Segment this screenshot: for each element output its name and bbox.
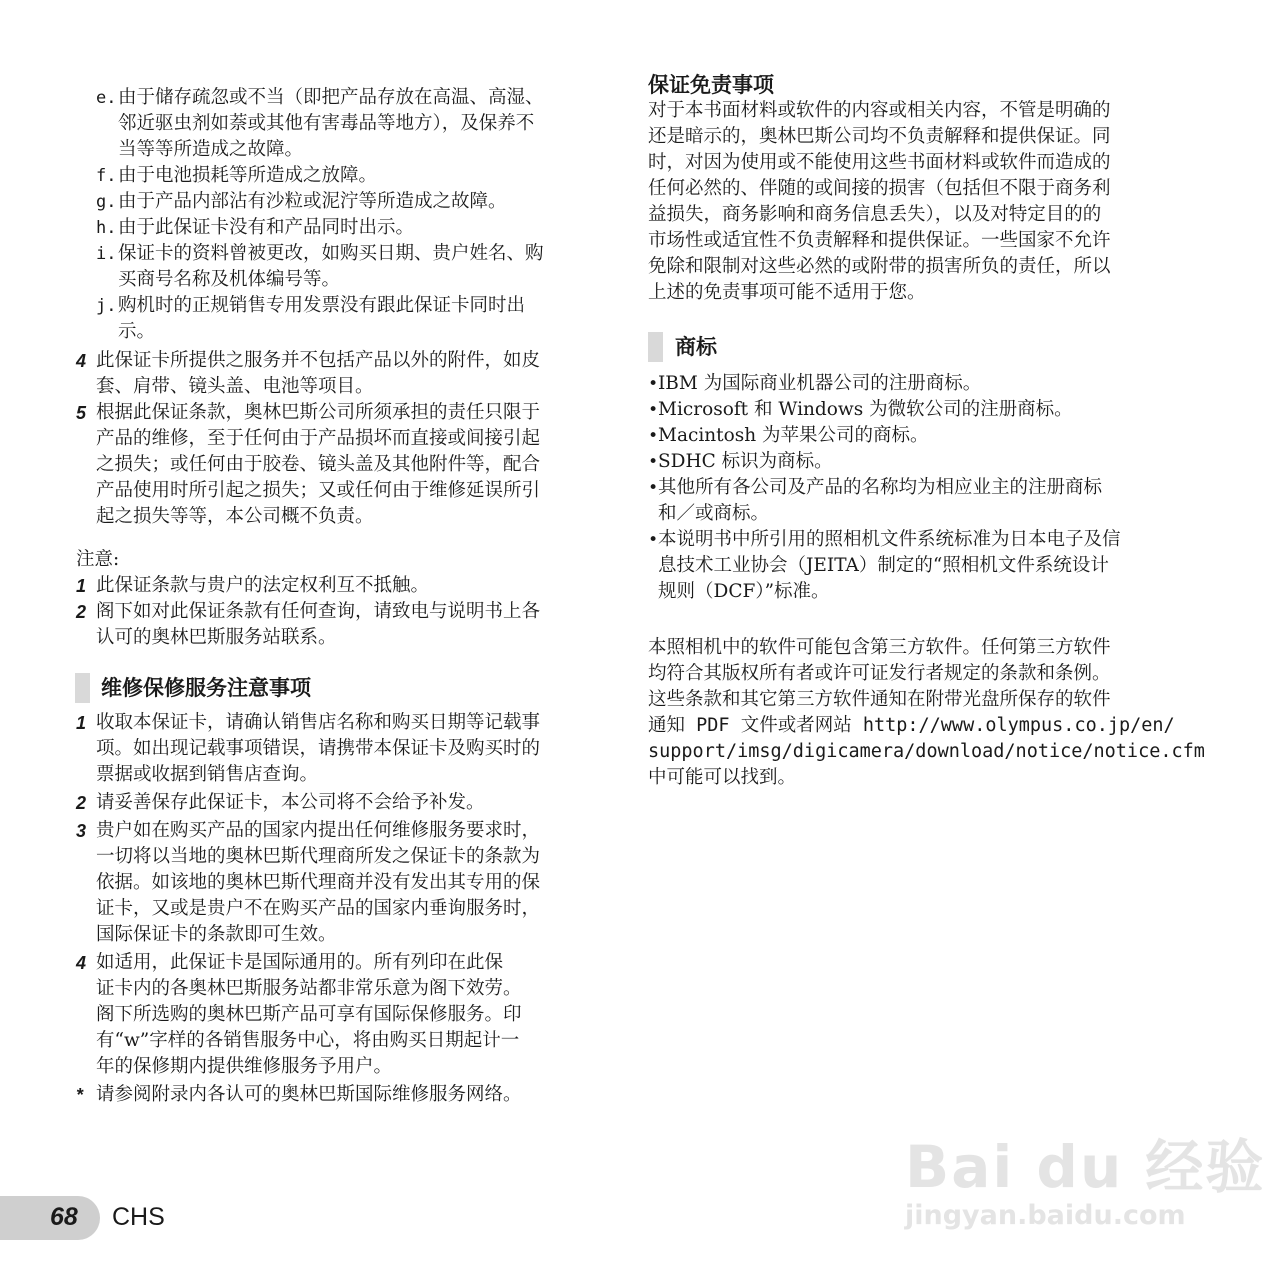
text-line: 均符合其版权所有者或许可证发行者规定的条款和条例。: [648, 663, 1111, 684]
text-line: 请妥善保存此保证卡，本公司将不会给予补发。: [96, 792, 485, 813]
text-line: 产品使用时所引起之损失；又或任何由于维修延误所引: [96, 480, 541, 501]
text-line: 认可的奥林巴斯服务站联系。: [96, 627, 337, 648]
baidu-watermark: [905, 1120, 1265, 1231]
service-heading: 维修保修服务注意事项: [101, 676, 311, 700]
list-marker: •: [648, 400, 659, 420]
text-line: 邻近驱虫剂如萘或其他有害毒品等地方），及保养不: [118, 113, 535, 134]
text-line: 根据此保证条款，奥林巴斯公司所须承担的责任只限于: [96, 402, 541, 423]
text-line: 依据。如该地的奥林巴斯代理商并没有发出其专用的保: [96, 872, 541, 893]
text-line: 由于产品内部沾有沙粒或泥泞等所造成之故障。: [118, 191, 507, 212]
text-line: 由于储存疏忽或不当（即把产品存放在高温、高湿、: [118, 87, 544, 108]
list-marker: •: [648, 374, 659, 394]
list-marker: 5: [76, 403, 87, 423]
text-line: 通知 PDF 文件或者网站 http://www.olympus.co.jp/en/: [648, 715, 1175, 736]
text-line: 购机时的正规销售专用发票没有跟此保证卡同时出: [118, 295, 526, 316]
text-line: 上述的免责事项可能不适用于您。: [648, 282, 926, 303]
text-line: 如适用，此保证卡是国际通用的。所有列印在此保: [96, 952, 504, 973]
text-line: 还是暗示的，奥林巴斯公司均不负责解释和提供保证。同: [648, 126, 1111, 147]
text-line: 市场性或适宜性不负责解释和提供保证。一些国家不允许: [648, 230, 1111, 251]
text-line: 请参阅附录内各认可的奥林巴斯国际维修服务网络。: [96, 1084, 522, 1105]
list-marker: 2: [76, 602, 87, 622]
list-marker: 1: [76, 713, 87, 733]
text-line: 起之损失等等，本公司概不负责。: [96, 506, 374, 527]
text-line: 买商号名称及机体编号等。: [118, 269, 341, 290]
text-line: 国际保证卡的条款即可生效。: [96, 924, 337, 945]
list-marker: 1: [76, 576, 87, 596]
text-line: 由于此保证卡没有和产品同时出示。: [118, 217, 415, 238]
text-line: 这些条款和其它第三方软件通知在附带光盘所保存的软件: [648, 689, 1111, 710]
text-line: 时，对因为使用或不能使用这些书面材料或软件而造成的: [648, 152, 1111, 173]
list-marker: i.: [96, 244, 117, 264]
list-marker: j.: [96, 296, 117, 316]
list-marker: •: [648, 426, 659, 446]
text-line: 证卡，又或是贵户不在购买产品的国家内垂询服务时，: [96, 898, 541, 919]
text-line: 此保证卡所提供之服务并不包括产品以外的附件，如皮: [96, 350, 541, 371]
watermark-logo: Bai du 经验: [905, 1133, 1266, 1201]
text-line: 之损失；或任何由于胶卷、镜头盖及其他附件等，配合: [96, 454, 541, 475]
list-marker: h.: [96, 218, 117, 238]
list-marker: 3: [76, 821, 87, 841]
list-marker: *: [76, 1085, 84, 1105]
text-line: 益损失，商务影响和商务信息丢失），以及对特定目的的: [648, 204, 1102, 225]
text-line: IBM 为国际商业机器公司的注册商标。: [658, 373, 982, 394]
trademark-heading: 商标: [675, 335, 717, 359]
text-line: 本说明书中所引用的照相机文件系统标准为日本电子及信: [658, 529, 1121, 550]
text-line: 由于电池损耗等所造成之放障。: [118, 165, 378, 186]
heading-bar: [75, 673, 90, 703]
text-line: 有“w”字样的各销售服务中心，将由购买日期起计一: [96, 1030, 520, 1051]
text-line: 票据或收据到销售店查询。: [96, 764, 319, 785]
text-line: 一切将以当地的奥林巴斯代理商所发之保证卡的条款为: [96, 846, 541, 867]
list-marker: •: [648, 530, 659, 550]
text-line: SDHC 标识为商标。: [658, 451, 833, 472]
watermark-url: jingyan.baidu.com: [905, 1200, 1186, 1231]
text-line: 阁下如对此保证条款有任何查询，请致电与说明书上各: [96, 601, 541, 622]
text-line: 息技术工业协会（JEITA）制定的“照相机文件系统设计: [658, 555, 1109, 576]
text-line: 免除和限制对这些必然的或附带的损害所负的责任，所以: [648, 256, 1111, 277]
text-line: 年的保修期内提供维修服务予用户。: [96, 1056, 393, 1077]
text-line: 证卡内的各奥林巴斯服务站都非常乐意为阁下效劳。: [96, 978, 522, 999]
text-line: 保证卡的资料曾被更改，如购买日期、贵户姓名、购: [118, 243, 544, 264]
list-marker: •: [648, 478, 659, 498]
text-line: 对于本书面材料或软件的内容或相关内容，不管是明确的: [648, 100, 1111, 121]
text-line: 此保证条款与贵户的法定权利互不抵触。: [96, 575, 430, 596]
text-line: 收取本保证卡，请确认销售店名称和购买日期等记载事: [96, 712, 541, 733]
disclaimer-heading: 保证免责事项: [648, 73, 774, 97]
language-label: CHS: [112, 1203, 165, 1231]
list-marker: •: [648, 452, 659, 472]
list-marker: 2: [76, 793, 87, 813]
text-line: 示。: [118, 321, 156, 342]
text-line: support/imsg/digicamera/download/notice/notice.cfm: [648, 741, 1205, 762]
text-line: 规则（DCF）”标准。: [658, 581, 830, 602]
text-line: 其他所有各公司及产品的名称均为相应业主的注册商标: [658, 477, 1103, 498]
text-line: 任何必然的、伴随的或间接的损害（包括但不限于商务利: [648, 178, 1111, 199]
text-line: 套、肩带、镜头盖、电池等项目。: [96, 376, 374, 397]
list-marker: f.: [96, 166, 117, 186]
text-line: 项。如出现记载事项错误，请携带本保证卡及购买时的: [96, 738, 541, 759]
list-marker: g.: [96, 192, 117, 212]
text-line: 阁下所选购的奥林巴斯产品可享有国际保修服务。印: [96, 1004, 522, 1025]
text-line: 贵户如在购买产品的国家内提出任何维修服务要求时，: [96, 820, 541, 841]
list-marker: 4: [76, 953, 87, 973]
text-line: Microsoft 和 Windows 为微软公司的注册商标。: [658, 399, 1073, 420]
list-marker: e.: [96, 88, 117, 108]
list-marker: 4: [76, 351, 87, 371]
heading-bar: [648, 332, 663, 362]
text-line: 本照相机中的软件可能包含第三方软件。任何第三方软件: [648, 637, 1111, 658]
note-title: 注意:: [76, 549, 120, 570]
text-line: 产品的维修，至于任何由于产品损坏而直接或间接引起: [96, 428, 541, 449]
text-line: 当等等所造成之故障。: [118, 139, 304, 160]
text-line: 和／或商标。: [658, 503, 770, 524]
text-line: 中可能可以找到。: [648, 767, 797, 788]
text-line: Macintosh 为苹果公司的商标。: [658, 425, 929, 446]
page-number: 68: [50, 1203, 78, 1231]
